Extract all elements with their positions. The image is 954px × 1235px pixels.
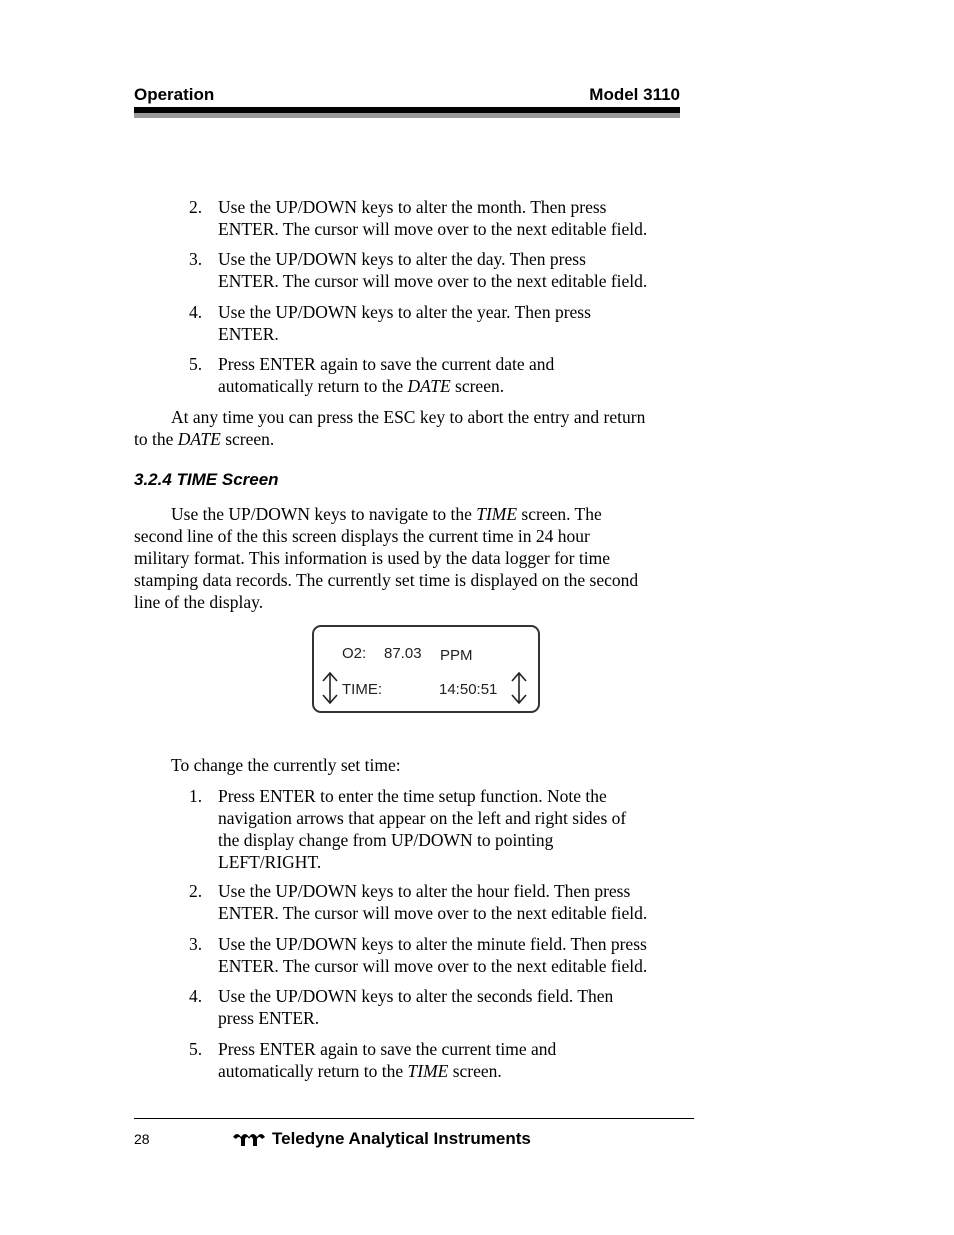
list-item: 5. Press ENTER again to save the current time and automatically return to the TIME screen. [189, 1039, 557, 1081]
up-down-arrow-icon [509, 671, 529, 705]
change-paragraph: To change the currently set time: [171, 755, 401, 775]
time-paragraph: Use the UP/DOWN keys to navigate to the TIME screen. The second line of the this screen displays the current time in 24 hour military format. This information is used by the data logger for time stamping data records. The currently set time is displayed on the second line of the display. [134, 504, 639, 612]
lcd-time-value: 14:50:51 [439, 681, 498, 698]
page-number: 28 [134, 1131, 150, 1147]
list-item: 2. Use the UP/DOWN keys to alter the month. Then press ENTER. The cursor will move over to the next editable field. [189, 197, 648, 239]
footer-rule [134, 1118, 694, 1119]
list-item: 4. Use the UP/DOWN keys to alter the seconds field. Then press ENTER. [189, 986, 614, 1028]
lcd-unit: PPM [440, 647, 473, 664]
lcd-time-label: TIME: [342, 681, 382, 698]
list-item: 3. Use the UP/DOWN keys to alter the day. Then press ENTER. The cursor will move over to the next editable field. [189, 249, 648, 291]
lcd-gas-label: O2: [342, 645, 367, 662]
list-item: 5. Press ENTER again to save the current date and automatically return to the DATE screen. [189, 354, 555, 396]
footer-brand [232, 1129, 531, 1149]
section-heading: 3.2.4 TIME Screen [134, 470, 279, 489]
teledyne-logo-icon [232, 1130, 266, 1148]
list-item: 3. Use the UP/DOWN keys to alter the minute field. Then press ENTER. The cursor will move over to the next editable field. [189, 934, 648, 976]
lcd-display [312, 625, 540, 713]
list-item: 4. Use the UP/DOWN keys to alter the year. Then press ENTER. [189, 302, 591, 344]
footer-brand-name: Teledyne Analytical Instruments [272, 1129, 531, 1148]
up-down-arrow-icon [320, 671, 340, 705]
list-item: 1. Press ENTER to enter the time setup function. Note the navigation arrows that appear on the left and right sides of the display change from UP/DOWN to pointing LEFT/RIGHT. [189, 786, 627, 872]
lcd-concentration-value: 87.03 [384, 645, 422, 662]
page-header [134, 84, 680, 118]
header-rule-shadow [134, 113, 680, 118]
esc-paragraph: At any time you can press the ESC key to abort the entry and return to the DATE screen. [134, 407, 646, 449]
header-model: Model 3110 [589, 85, 680, 104]
list-item: 2. Use the UP/DOWN keys to alter the hour field. Then press ENTER. The cursor will move over to the next editable field. [189, 881, 648, 923]
header-section-title: Operation [134, 85, 215, 104]
